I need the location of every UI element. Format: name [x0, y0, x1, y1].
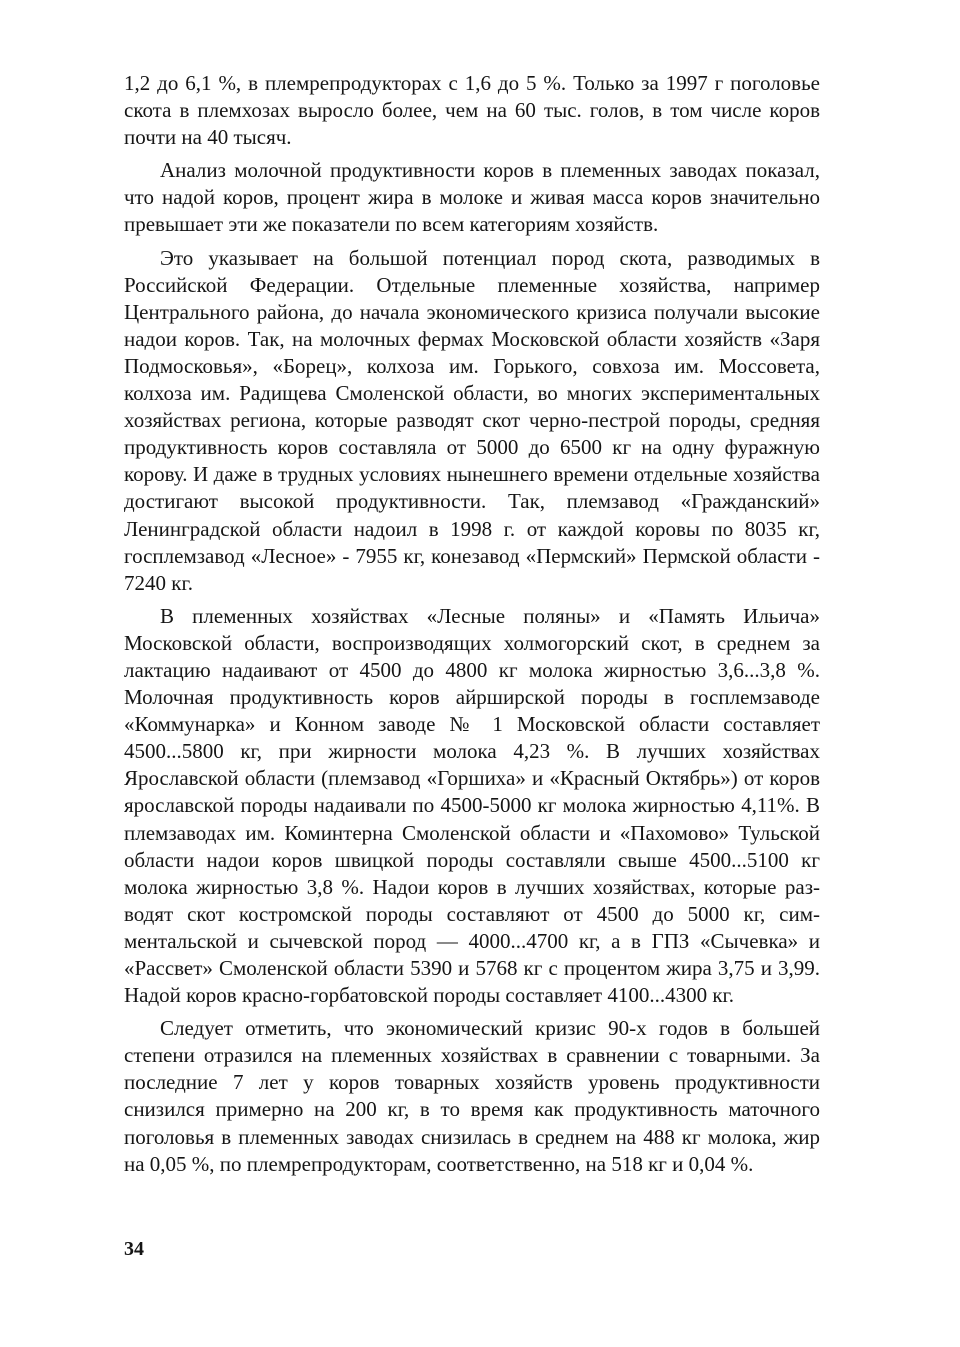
paragraph-4: В племенных хозяйствах «Лесные поляны» и «Память Ильича» Московской области, воспроизводящих холмогорский скот, в среднем за лактацию надаивают от 4500 до 4800 кг молока жирностью 3,6...3,8 %. Молочная продуктивность коров айрширской породы в госплемзаводе «Коммунарка» и Конном заводе № 1 Московской области составляет 4500...5800 кг, при жирности молока 4,23 %. В лучших хозяйствах Ярославской области (племзавод «Горшиха» и «Красный Октябрь») от коров ярославской породы надаивали по 4500-5000 кг молока жирностью 4,11%. В племзаводах им. Коминтерна Смоленской области и «Пахомово» Тульской области надои коров швицкой породы составляли свыше 4500...5100 кг молока жирностью 3,8 %. Надои коров в лучших хозяйствах, которые разводят скот костромской породы составляют от 4500 до 5000 кг, симментальской и сычевской пород — 4000...4700 кг, а в ГПЗ «Сычевка» и «Рассвет» Смоленской области 5390 и 5768 кг с процентом жира 3,75 и 3,99. Надой коров красно-горбатовской породы составляет 4100...4300 кг. — [124, 603, 820, 1008]
paragraph-3: Это указывает на большой потенциал пород скота, разводимых в Российской Федерации. Отдельные племенные хозяйства, например Центрального района, до начала экономического кризиса получали высокие надои коров. Так, на молочных фермах Московской области хозяйств «Заря Подмосковья», «Борец», колхоза им. Горького, совхоза им. Моссовета, колхоза им. Радищева Смоленской области, во многих экспериментальных хозяйствах региона, которые разводят скот черно-пестрой породы, средняя продуктивность коров составляла от 5000 до 6500 кг на одну фуражную корову. И даже в трудных условиях нынешнего времени отдельные хозяйства достигают высокой продуктивности. Так, племзавод «Гражданский» Ленинградской области надоил в 1998 г. от каждой коровы по 8035 кг, госплемзавод «Лесное» - 7955 кг, конезавод «Пермский» Пермской области - 7240 кг. — [124, 245, 820, 595]
paragraph-1: 1,2 до 6,1 %, в племрепродукторах с 1,6 до 5 %. Только за 1997 г поголовье скота в племхозах выросло более, чем на 60 тыс. голов, в том числе коров почти на 40 тысяч. — [124, 71, 820, 150]
paragraph-5: Следует отметить, что экономический кризис 90-х годов в большей степени отразился на племенных хозяйствах в сравнении с товарными. За последние 7 лет у коров товарных хозяйств уровень продуктивности снизился примерно на 200 кг, в то время как продуктивность маточного поголовья в племенных заводах снизилась в среднем на 488 кг молока, жир на 0,05 %, по племрепродукторам, соответственно, на 518 кг и 0,04 %. — [124, 1016, 820, 1176]
paragraph-2: Анализ молочной продуктивности коров в племенных заводах показал, что надой коров, процент жира в молоке и живая масса коров значительно превышает эти же показатели по всем категориям хозяйств. — [124, 158, 820, 237]
page-text — [124, 70, 820, 1184]
page-number: 34 — [124, 1238, 144, 1260]
